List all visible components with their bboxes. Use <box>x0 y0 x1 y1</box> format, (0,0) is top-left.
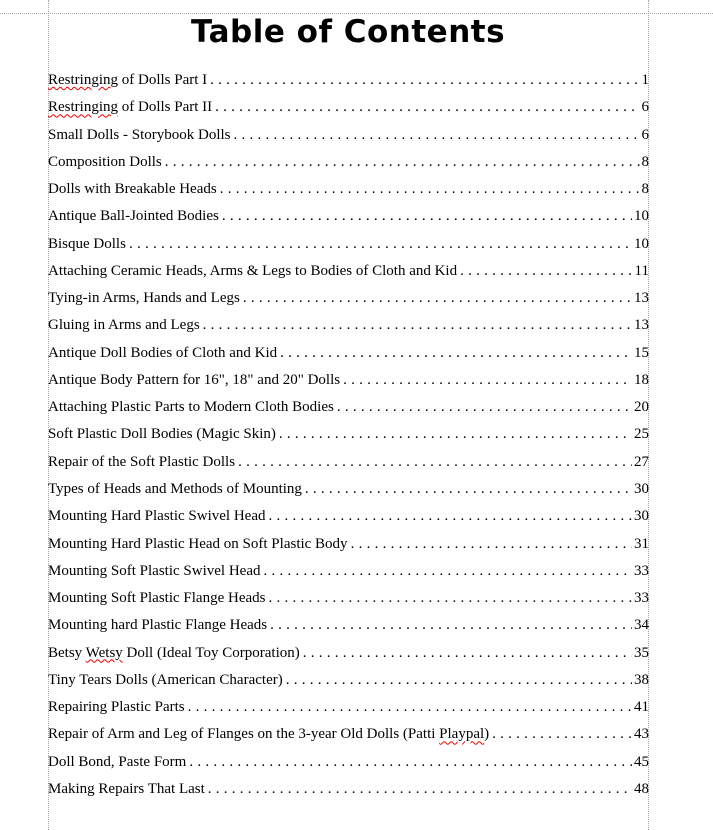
table-of-contents <box>48 72 649 808</box>
toc-page-number: 6 <box>641 126 649 143</box>
toc-entry-title <box>48 208 222 225</box>
toc-page-number: 8 <box>641 181 649 198</box>
toc-entry-title <box>48 726 492 743</box>
leader-dots <box>189 754 632 771</box>
toc-entry[interactable] <box>48 181 649 208</box>
leader-dots <box>243 290 632 307</box>
spellcheck-word: Playpal <box>439 726 485 743</box>
toc-page-number: 25 <box>634 426 649 443</box>
toc-page-number: 13 <box>634 317 649 334</box>
toc-entry[interactable] <box>48 317 649 344</box>
toc-entry[interactable] <box>48 426 649 453</box>
leader-dots <box>238 454 632 471</box>
toc-page-number: 45 <box>634 753 649 770</box>
toc-entry-title <box>48 399 337 416</box>
leader-dots <box>303 645 632 662</box>
toc-entry-title <box>48 99 215 116</box>
leader-dots <box>264 563 633 580</box>
toc-entry[interactable] <box>48 72 649 99</box>
toc-entry-title <box>48 617 270 634</box>
toc-page-number: 33 <box>634 562 649 579</box>
toc-page-number: 34 <box>634 617 649 634</box>
toc-entry[interactable] <box>48 645 649 672</box>
toc-text: Tiny Tears Dolls (American Character) <box>48 671 283 688</box>
toc-page-number: 27 <box>634 453 649 470</box>
toc-text: Doll Bond, Paste Form <box>48 753 187 770</box>
leader-dots <box>222 208 632 225</box>
leader-dots <box>337 399 632 416</box>
toc-entry[interactable] <box>48 590 649 617</box>
toc-text: Attaching Ceramic Heads, Arms & Legs to Bodies of Cloth and Kid <box>48 262 458 279</box>
toc-entry[interactable] <box>48 290 649 317</box>
toc-text: Gluing in Arms and Legs <box>48 317 200 334</box>
toc-entry[interactable] <box>48 372 649 399</box>
toc-page-number: 15 <box>634 344 649 361</box>
toc-text: Mounting Hard Plastic Swivel Head <box>48 508 266 525</box>
toc-entry[interactable] <box>48 617 649 644</box>
toc-page-number: 8 <box>641 153 649 170</box>
toc-entry-title <box>48 263 460 280</box>
toc-text: ) <box>484 726 490 743</box>
toc-entry-title <box>48 672 286 689</box>
toc-text: Repair of the Soft Plastic Dolls <box>48 453 236 470</box>
leader-dots <box>492 726 632 743</box>
leader-dots <box>305 481 632 498</box>
toc-text: Repairing Plastic Parts <box>48 699 185 716</box>
leader-dots <box>203 317 632 334</box>
toc-text: Mounting Soft Plastic Flange Heads <box>48 590 266 607</box>
toc-page-number: 43 <box>634 726 649 743</box>
toc-entry[interactable] <box>48 726 649 753</box>
toc-entry-title <box>48 290 243 307</box>
toc-page-number: 30 <box>634 508 649 525</box>
toc-entry[interactable] <box>48 208 649 235</box>
leader-dots <box>286 672 632 689</box>
leader-dots <box>234 127 640 144</box>
toc-entry[interactable] <box>48 699 649 726</box>
toc-entry-title <box>48 563 264 580</box>
toc-text: Mounting hard Plastic Flange Heads <box>48 617 268 634</box>
leader-dots <box>270 617 632 634</box>
toc-entry-title <box>48 127 234 144</box>
toc-text: Small Dolls - Storybook Dolls <box>48 126 231 143</box>
toc-text: Types of Heads and Methods of Mounting <box>48 480 302 497</box>
toc-text: Mounting Hard Plastic Head on Soft Plastic Body <box>48 535 348 552</box>
leader-dots <box>220 181 640 198</box>
spellcheck-word: Wetsy <box>85 644 123 661</box>
toc-page-number: 41 <box>634 699 649 716</box>
leader-dots <box>208 781 632 798</box>
toc-entry-title <box>48 590 269 607</box>
toc-page-number: 31 <box>634 535 649 552</box>
toc-entry-title <box>48 181 220 198</box>
toc-page-number: 6 <box>641 99 649 116</box>
toc-text: of Dolls Part II <box>118 99 213 116</box>
leader-dots <box>268 508 632 525</box>
toc-entry-title <box>48 754 189 771</box>
toc-entry[interactable] <box>48 481 649 508</box>
toc-page-number: 33 <box>634 590 649 607</box>
leader-dots <box>460 263 632 280</box>
toc-text: Antique Doll Bodies of Cloth and Kid <box>48 344 278 361</box>
toc-text: Antique Ball-Jointed Bodies <box>48 208 219 225</box>
toc-text: Attaching Plastic Parts to Modern Cloth Bodies <box>48 399 334 416</box>
toc-entry-title <box>48 372 343 389</box>
toc-entry[interactable] <box>48 399 649 426</box>
toc-entry[interactable] <box>48 508 649 535</box>
spellcheck-word: Restringing <box>48 99 118 116</box>
toc-entry[interactable] <box>48 454 649 481</box>
toc-page-number: 48 <box>634 780 649 797</box>
leader-dots <box>269 590 633 607</box>
toc-entry[interactable] <box>48 754 649 781</box>
toc-entry-title <box>48 645 303 662</box>
toc-text: Antique Body Pattern for 16", 18" and 20" Dolls <box>48 371 341 388</box>
toc-entry-title <box>48 72 210 89</box>
toc-entry[interactable] <box>48 154 649 181</box>
leader-dots <box>215 99 639 116</box>
toc-text: Soft Plastic Doll Bodies (Magic Skin) <box>48 426 276 443</box>
toc-page-number: 20 <box>634 399 649 416</box>
toc-entry[interactable] <box>48 99 649 126</box>
leader-dots <box>188 699 632 716</box>
toc-page-number: 11 <box>634 262 649 279</box>
toc-entry-title <box>48 236 129 253</box>
toc-text: Repair of Arm and Leg of Flanges on the 3-year Old Dolls (Patti <box>48 726 440 743</box>
toc-text: Composition Dolls <box>48 153 162 170</box>
toc-entry[interactable] <box>48 672 649 699</box>
toc-entry-title <box>48 699 188 716</box>
leader-dots <box>351 536 632 553</box>
toc-page-number: 35 <box>634 644 649 661</box>
toc-page-number: 18 <box>634 371 649 388</box>
toc-page-number: 38 <box>634 671 649 688</box>
toc-text: Making Repairs That Last <box>48 780 205 797</box>
spellcheck-word: Restringing <box>48 72 118 88</box>
page-title: Table of Contents <box>190 14 506 50</box>
toc-page-number: 1 <box>641 72 649 88</box>
toc-entry[interactable] <box>48 236 649 263</box>
toc-entry[interactable] <box>48 563 649 590</box>
toc-page-number: 10 <box>634 235 649 252</box>
toc-entry-title <box>48 781 208 798</box>
toc-entry-title <box>48 426 279 443</box>
toc-text: of Dolls Part I <box>118 72 208 88</box>
toc-text: Dolls with Breakable Heads <box>48 181 217 198</box>
toc-page-number: 30 <box>634 480 649 497</box>
toc-entry-title <box>48 154 165 171</box>
toc-text: Bisque Dolls <box>48 235 126 252</box>
toc-entry[interactable] <box>48 345 649 372</box>
leader-dots <box>210 72 639 89</box>
toc-page-number: 13 <box>634 290 649 307</box>
toc-entry[interactable] <box>48 781 649 808</box>
leader-dots <box>279 426 632 443</box>
toc-entry[interactable] <box>48 263 649 290</box>
toc-text: Tying-in Arms, Hands and Legs <box>48 290 240 307</box>
toc-text: Betsy <box>48 644 86 661</box>
toc-text: Doll (Ideal Toy Corporation) <box>122 644 300 661</box>
leader-dots <box>165 154 640 171</box>
toc-entry[interactable] <box>48 536 649 563</box>
toc-entry-title <box>48 481 305 498</box>
toc-entry[interactable] <box>48 127 649 154</box>
toc-page-number: 10 <box>634 208 649 225</box>
toc-entry-title <box>48 454 238 471</box>
leader-dots <box>280 345 632 362</box>
toc-entry-title <box>48 508 268 525</box>
toc-entry-title <box>48 536 351 553</box>
toc-entry-title <box>48 317 203 334</box>
leader-dots <box>343 372 632 389</box>
toc-text: Mounting Soft Plastic Swivel Head <box>48 562 261 579</box>
toc-entry-title <box>48 345 280 362</box>
leader-dots <box>129 236 632 253</box>
